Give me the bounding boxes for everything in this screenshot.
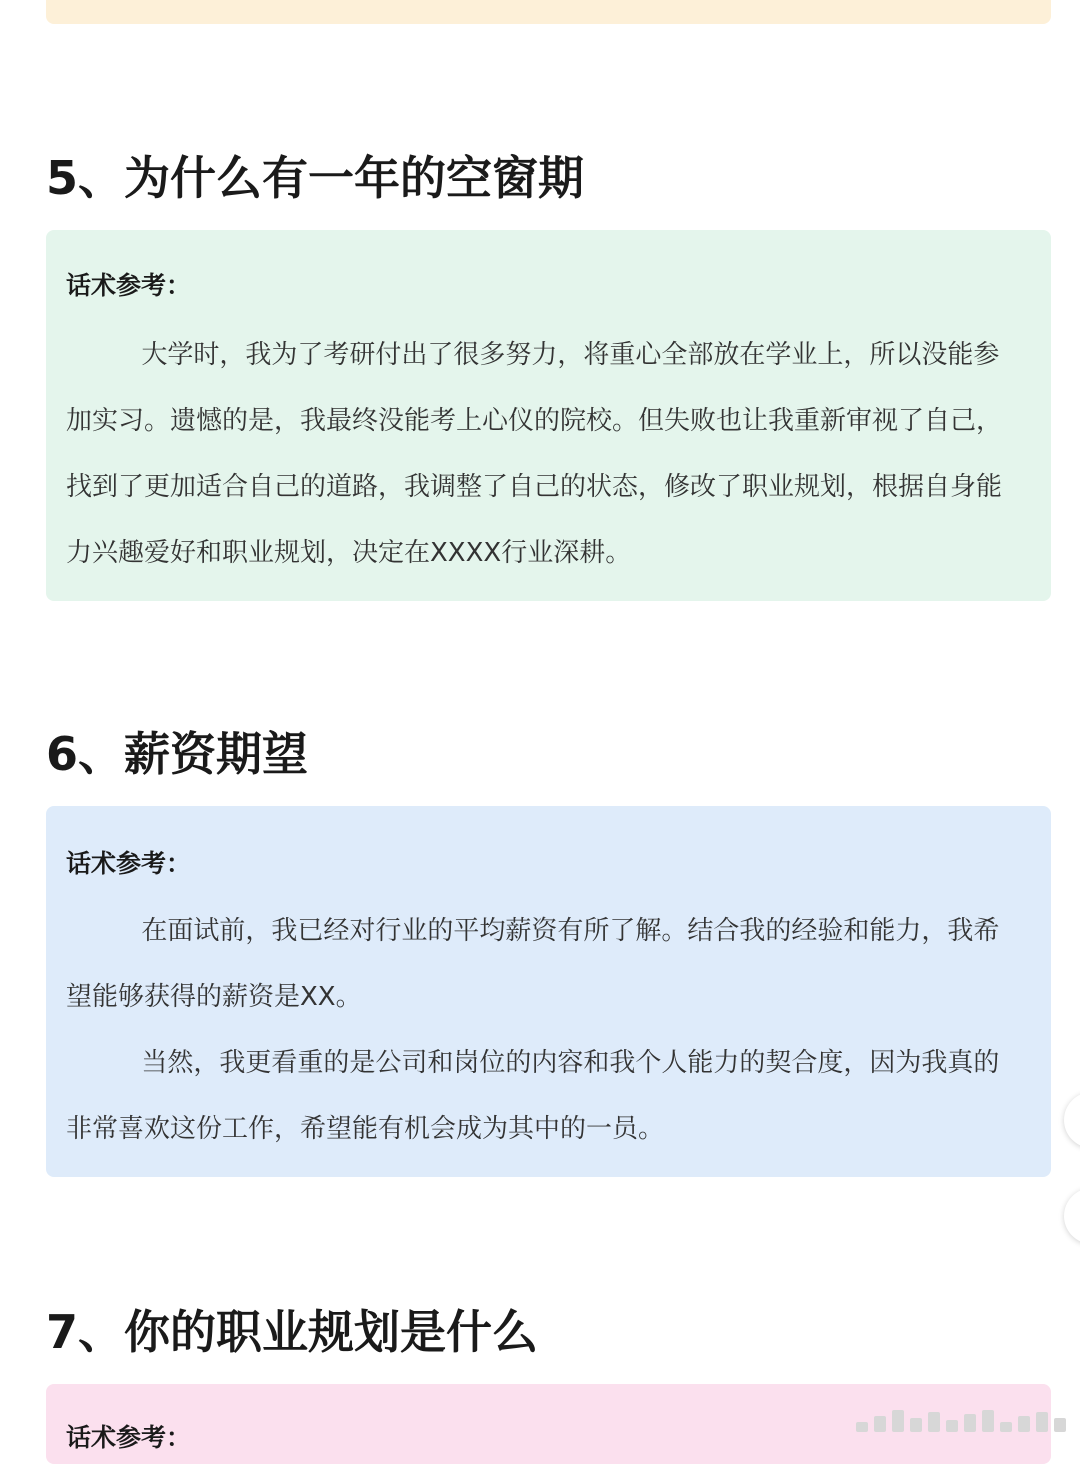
section-5-answer-card — [46, 230, 1051, 601]
watermark-icon — [856, 1408, 1066, 1432]
section-5-answer-body — [66, 322, 1024, 586]
section-6-answer-card — [46, 806, 1051, 1177]
section-6-answer-body — [66, 898, 1024, 1162]
previous-answer-card — [46, 0, 1051, 24]
side-float-button[interactable] — [1064, 1188, 1080, 1244]
section-5-heading: 5、为什么有一年的空窗期 — [46, 151, 585, 205]
section-6-paragraph-1: 在面试前，我已经对行业的平均薪资有所了解。结合我的经验和能力，我希望能够获得的薪资是XX。 — [66, 916, 1000, 1012]
section-5-paragraph: 大学时，我为了考研付出了很多努力，将重心全部放在学业上，所以没能参加实习。遗憾的是，我最终没能考上心仪的院校。但失败也让我重新审视了自己，找到了更加适合自己的道路，我调整了自己的状态，修改了职业规划，根据自身能力兴趣爱好和职业规划，决定在XXXX行业深耕。 — [66, 340, 1003, 568]
section-6-paragraph-2: 当然，我更看重的是公司和岗位的内容和我个人能力的契合度，因为我真的非常喜欢这份工作，希望能有机会成为其中的一员。 — [66, 1048, 1000, 1144]
section-6-heading: 6、薪资期望 — [46, 727, 309, 781]
section-7-heading: 7、你的职业规划是什么 — [46, 1305, 539, 1359]
section-7-answer-label: 话术参考： — [66, 1423, 192, 1452]
section-5-answer-label: 话术参考： — [66, 271, 192, 300]
section-6-answer-label: 话术参考： — [66, 849, 192, 878]
side-float-button[interactable] — [1064, 1092, 1080, 1148]
